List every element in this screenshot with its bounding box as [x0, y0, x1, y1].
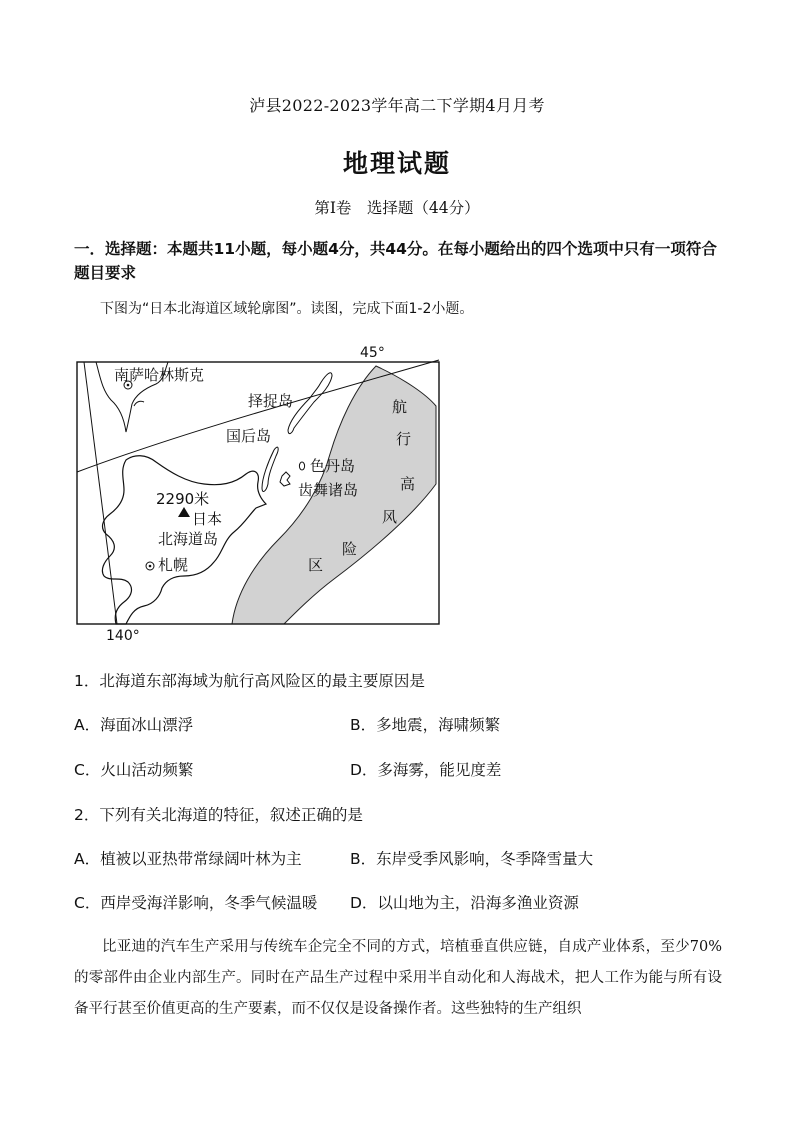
- risk-zone-char: 区: [308, 556, 324, 574]
- risk-zone-char: 行: [396, 430, 412, 448]
- hokkaido-map: [74, 344, 446, 644]
- question-1-stem: 1．北海道东部海域为航行高风险区的最主要原因是: [74, 672, 425, 690]
- habomai-islands: [280, 472, 290, 486]
- question-1-option-c: C．火山活动频繁: [74, 761, 194, 779]
- kunashir-label: 国后岛: [226, 427, 272, 445]
- question-1-option-d: D．多海雾，能见度差: [350, 761, 502, 779]
- hokkaido-label: 北海道岛: [158, 530, 219, 548]
- sapporo-label: 札幌: [158, 556, 189, 574]
- shikotan-label: 色丹岛: [310, 457, 356, 475]
- habomai-label: 齿舞诸岛: [298, 481, 359, 499]
- shikotan-island: [299, 462, 304, 470]
- iturup-island: [288, 373, 332, 434]
- question-1-option-a: A．海面冰山漂浮: [74, 716, 194, 734]
- section-instruction: 一．选择题：本题共11小题，每小题4分，共44分。在每小题给出的四个选项中只有一项符合题目要求: [74, 240, 717, 282]
- iturup-label: 择捉岛: [248, 392, 294, 410]
- reading-passage: [74, 932, 722, 1025]
- risk-zone-char: 高: [400, 475, 416, 493]
- kunashir-island: [262, 447, 278, 491]
- question-1-option-b: B．多地震，海啸频繁: [350, 716, 501, 734]
- lat-label: 45°: [360, 345, 385, 361]
- lon-label: 140°: [106, 628, 140, 644]
- risk-zone-char: 险: [342, 540, 358, 558]
- question-2-option-c: C．西岸受海洋影响，冬季气候温暖: [74, 894, 318, 912]
- elevation-label: 2290米: [156, 490, 210, 508]
- question-2-stem: 2．下列有关北海道的特征，叙述正确的是: [74, 806, 363, 824]
- question-2-option-d: D．以山地为主，沿海多渔业资源: [350, 894, 579, 912]
- question-2-option-a: A．植被以亚热带常绿阔叶林为主: [74, 850, 302, 868]
- figure-intro: 下图为“日本北海道区域轮廓图”。读图，完成下面1-2小题。: [100, 301, 474, 317]
- question-2-option-b: B．东岸受季风影响，冬季降雪量大: [350, 850, 594, 868]
- risk-zone-char: 风: [382, 508, 398, 526]
- japan-label: 日本: [192, 510, 223, 528]
- yuzhno-label: 南萨哈林斯克: [114, 366, 205, 384]
- subject-title: 地理试题: [342, 149, 451, 178]
- mountain-peak-icon: [178, 507, 190, 517]
- passage-text: 比亚迪的汽车生产采用与传统车企完全不同的方式，培植垂直供应链，自成产业体系，至少70%的零部件由企业内部生产。同时在产品生产过程中采用半自动化和人海战术，把人工作为能与所有设备平行甚至价值更高的生产要素，而不仅仅是设备操作者。这些独特的生产组织: [74, 939, 722, 1017]
- risk-zone-char: 航: [392, 398, 408, 416]
- exam-title: 泸县2022-2023学年高二下学期4月月考: [249, 96, 545, 115]
- section-title: 第Ⅰ卷 选择题（44分）: [314, 199, 480, 217]
